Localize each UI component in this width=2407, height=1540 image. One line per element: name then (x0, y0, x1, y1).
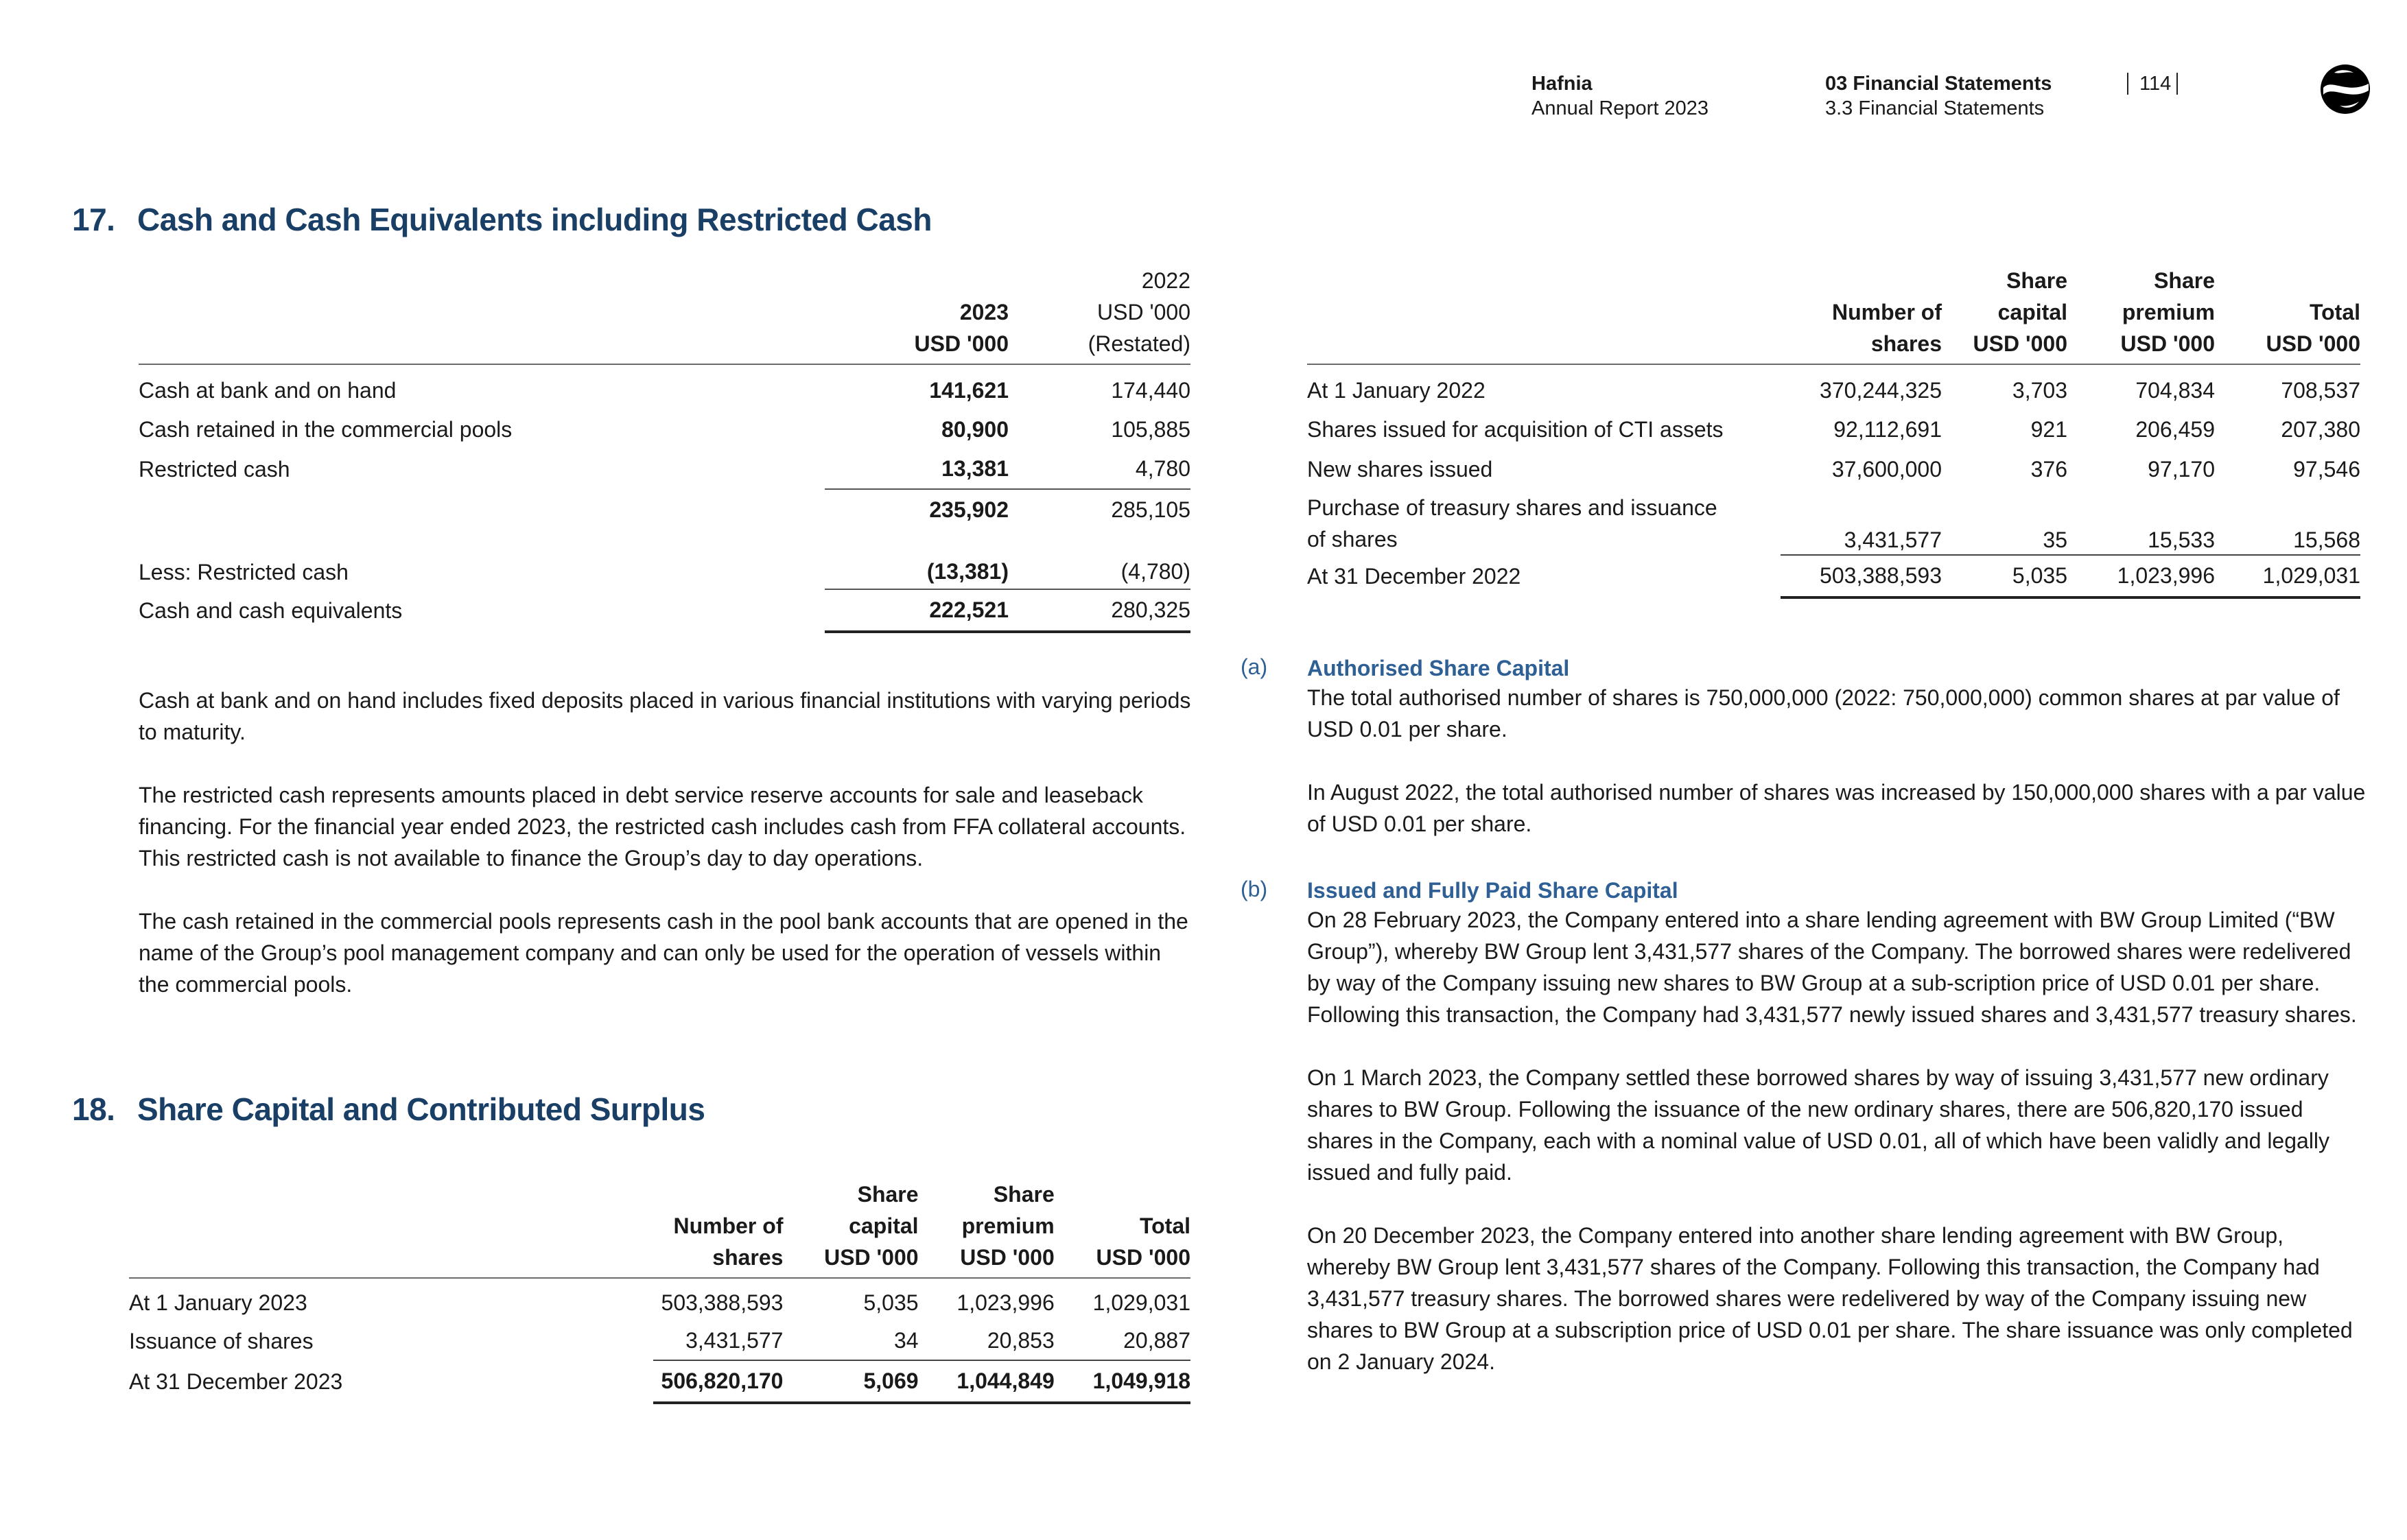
col-capital-h0: Share (857, 1182, 919, 1207)
table-row (1307, 449, 2360, 489)
page-number (2127, 71, 2178, 96)
col-premium-h0: Share (2154, 268, 2215, 293)
col-premium-h2: USD '000 (919, 1242, 1055, 1278)
value-2022: (4,780) (1009, 530, 1190, 589)
value-2022: 174,440 (1111, 378, 1190, 403)
row-label (139, 489, 825, 530)
table-row-total (129, 1360, 1190, 1403)
value-total: 97,546 (2293, 456, 2360, 482)
col-total-h2: USD '000 (2215, 328, 2360, 364)
sub-a-title: Authorised Share Capital (1307, 656, 1570, 680)
row-label: At 31 December 2022 (1307, 563, 1521, 589)
paragraph: Cash at bank and on hand includes fixed deposits placed in various financial institutions with varying periods to maturity. (139, 688, 1191, 744)
paragraph: On 20 December 2023, the Company entered into another share lending agreement with BW Group, whereby BW Group lent 3,431,577 shares of the Company. Following this transaction, the Company had 3,431,577 treasury shares. The borrowed shares were redelivered by way of the Company issuing new shares to BW Group at a subscription price of USD 0.01 per share. The share issuance was only completed on 2 January 2024. (1307, 1223, 2353, 1374)
value-2023: 13,381 (825, 449, 1009, 489)
table-row (129, 1322, 1190, 1360)
value-capital: 921 (2030, 416, 2067, 442)
row-label: Cash and cash equivalents (139, 597, 403, 623)
value-premium: 206,459 (2135, 416, 2215, 442)
header-section-block (1825, 71, 2052, 121)
row-label: New shares issued (1307, 456, 1493, 482)
table-row-total (1307, 555, 2360, 597)
value-capital: 5,035 (1942, 555, 2067, 597)
header-company: Hafnia (1531, 73, 1593, 95)
paragraph: The restricted cash represents amounts placed in debt service reserve accounts for sale and leaseback financing. For the financial year ended 2023, the restricted cash includes cash from FFA collateral accounts. This restricted cash is not available to finance the Group’s day to day operations. (139, 783, 1186, 870)
value-premium: 15,533 (2067, 489, 2215, 555)
note18-heading (72, 1091, 705, 1128)
col-premium-h1: premium (961, 1213, 1055, 1238)
value-premium: 1,044,849 (919, 1360, 1055, 1403)
col-capital-h2: USD '000 (1942, 328, 2067, 364)
table-row (129, 1278, 1190, 1322)
col-premium-h2: USD '000 (2067, 328, 2215, 364)
value-total: 207,380 (2281, 416, 2360, 442)
paragraph: The cash retained in the commercial pools represents cash in the pool bank accounts that are opened in the name of the Group’s pool management company and can only be used for the operation of vessels within the commercial pools. (139, 909, 1188, 997)
col-capital-h0: Share (2006, 268, 2067, 293)
table-row-total (139, 589, 1190, 632)
note18-number: 18. (72, 1091, 115, 1127)
col-total-h0 (2215, 265, 2360, 296)
value-shares: 3,431,577 (653, 1322, 784, 1360)
value-capital: 34 (783, 1322, 918, 1360)
paragraph: In August 2022, the total authorised number of shares was increased by 150,000,000 shares with a par value of USD 0.01 per share. (1307, 780, 2366, 836)
col-total-h0 (1055, 1178, 1190, 1210)
header-section: 03 Financial Statements (1825, 73, 2052, 95)
note17-heading (72, 201, 932, 238)
value-capital: 3,703 (2012, 378, 2067, 403)
value-2022: 105,885 (1111, 416, 1190, 442)
row-label: Cash retained in the commercial pools (139, 416, 513, 442)
paragraph: The total authorised number of shares is 750,000,000 (2022: 750,000,000) common shares at par value of USD 0.01 per share. (1307, 685, 2340, 742)
page-number-value: 114 (2139, 73, 2172, 95)
value-capital: 5,035 (863, 1290, 919, 1315)
col-2023-h0 (825, 265, 1009, 296)
header-company-block (1531, 71, 1709, 121)
value-premium: 1,023,996 (956, 1290, 1055, 1315)
value-capital: 5,069 (783, 1360, 918, 1403)
row-label: Shares issued for acquisition of CTI assets (1307, 416, 1724, 442)
note17-title: Cash and Cash Equivalents including Restricted Cash (137, 202, 932, 237)
row-label: At 1 January 2022 (1307, 378, 1486, 403)
col-shares-h1: Number of (673, 1213, 784, 1238)
row-label: At 31 December 2023 (129, 1369, 343, 1394)
col-premium-h0: Share (993, 1182, 1055, 1207)
value-2022: 4,780 (1009, 449, 1190, 489)
row-label: Cash at bank and on hand (139, 378, 397, 403)
value-premium: 97,170 (2148, 456, 2215, 482)
col-capital-h2: USD '000 (783, 1242, 918, 1278)
value-2023: (13,381) (825, 530, 1009, 589)
table-row (1307, 410, 2360, 449)
col-capital-h1: capital (1997, 300, 2067, 324)
note18-title: Share Capital and Contributed Surplus (137, 1091, 705, 1127)
value-2023: 141,621 (929, 378, 1009, 403)
value-shares: 506,820,170 (653, 1360, 784, 1403)
col-shares-h2: shares (1781, 328, 1942, 364)
sub-b-marker: (b) (1241, 877, 1268, 901)
table-row (139, 410, 1190, 449)
col-total-h1: Total (2309, 300, 2360, 324)
col-2023-h2: USD '000 (825, 328, 1009, 364)
value-total: 1,029,031 (2215, 555, 2360, 597)
value-shares: 3,431,577 (1781, 489, 1942, 555)
value-capital: 376 (2030, 456, 2067, 482)
value-2022: 285,105 (1111, 497, 1190, 522)
value-premium: 20,853 (919, 1322, 1055, 1360)
value-shares: 92,112,691 (1833, 416, 1942, 442)
table-row (1307, 489, 2360, 555)
row-label: Restricted cash (139, 456, 290, 482)
table-row (1307, 364, 2360, 410)
col-total-h1: Total (1139, 1213, 1190, 1238)
value-2023: 80,900 (941, 416, 1009, 442)
table-row (139, 530, 1190, 589)
col-shares-h0 (1781, 265, 1942, 296)
value-total: 20,887 (1055, 1322, 1190, 1360)
value-2023: 222,521 (825, 589, 1009, 632)
row-label: Less: Restricted cash (139, 560, 349, 584)
col-shares-h2: shares (653, 1242, 784, 1278)
col-premium-h1: premium (2122, 300, 2215, 324)
sub-a-block (1307, 654, 2367, 840)
value-shares: 37,600,000 (1831, 456, 1942, 482)
row-label-line1: Purchase of treasury shares and issuance (1307, 495, 1717, 520)
value-total: 15,568 (2215, 489, 2360, 555)
paragraph: On 28 February 2023, the Company entered into a share lending agreement with BW Group Limited (“BW Group”), whereby BW Group lent 3,431,577 shares of the Company. The borrowed shares were redelivered by way of the Company issuing new shares to BW Group at a sub-scription price of USD 0.01 per share. Following this transaction, the Company had 3,431,577 newly issued shares and 3,431,577 treasury shares. (1307, 908, 2357, 1027)
table-row (139, 449, 1190, 489)
value-2023: 235,902 (929, 497, 1009, 522)
value-2022: 280,325 (1009, 589, 1190, 632)
note17-number: 17. (72, 202, 115, 237)
value-total: 1,029,031 (1092, 1290, 1190, 1315)
value-premium: 704,834 (2135, 378, 2215, 403)
table-row-subtotal (139, 489, 1190, 530)
value-shares: 503,388,593 (661, 1290, 784, 1315)
sub-b-block (1307, 877, 2367, 1377)
table-row (139, 364, 1190, 410)
col-2023-h1: 2023 (959, 300, 1009, 324)
row-label: Issuance of shares (129, 1328, 314, 1353)
row-label: At 1 January 2023 (129, 1290, 307, 1315)
sub-a-marker: (a) (1241, 654, 1268, 679)
value-shares: 503,388,593 (1781, 555, 1942, 597)
col-total-h2: USD '000 (1055, 1242, 1190, 1278)
row-label-multiline (1307, 489, 1781, 555)
paragraph: On 1 March 2023, the Company settled these borrowed shares by way of issuing 3,431,577 new ordinary shares to BW Group. Following the issuance of the new ordinary shares, there are 506,820,170 issued shares in the Company, each with a nominal value of USD 0.01, all of which have been validly and legally issued and fully paid. (1307, 1065, 2330, 1185)
value-total: 1,049,918 (1055, 1360, 1190, 1403)
col-2022-h1: USD '000 (1097, 300, 1190, 324)
share-capital-2023-table (129, 1178, 1190, 1404)
share-capital-2022-table (1307, 265, 2360, 599)
col-2022-h0: 2022 (1141, 268, 1190, 293)
hafnia-logo-icon (2319, 63, 2371, 115)
value-total: 708,537 (2281, 378, 2360, 403)
col-capital-h1: capital (849, 1213, 919, 1238)
header-subsection: 3.3 Financial Statements (1825, 97, 2045, 119)
row-label-line2: of shares (1307, 527, 1398, 552)
sub-b-title: Issued and Fully Paid Share Capital (1307, 878, 1678, 903)
header-report: Annual Report 2023 (1531, 97, 1709, 119)
cash-table (139, 265, 1190, 633)
value-shares: 370,244,325 (1820, 378, 1942, 403)
col-shares-h1: Number of (1832, 300, 1942, 324)
col-shares-h0 (653, 1178, 784, 1210)
note17-paragraphs (139, 685, 1195, 1000)
value-capital: 35 (1942, 489, 2067, 555)
col-2022-h2: (Restated) (1009, 328, 1190, 364)
value-premium: 1,023,996 (2067, 555, 2215, 597)
